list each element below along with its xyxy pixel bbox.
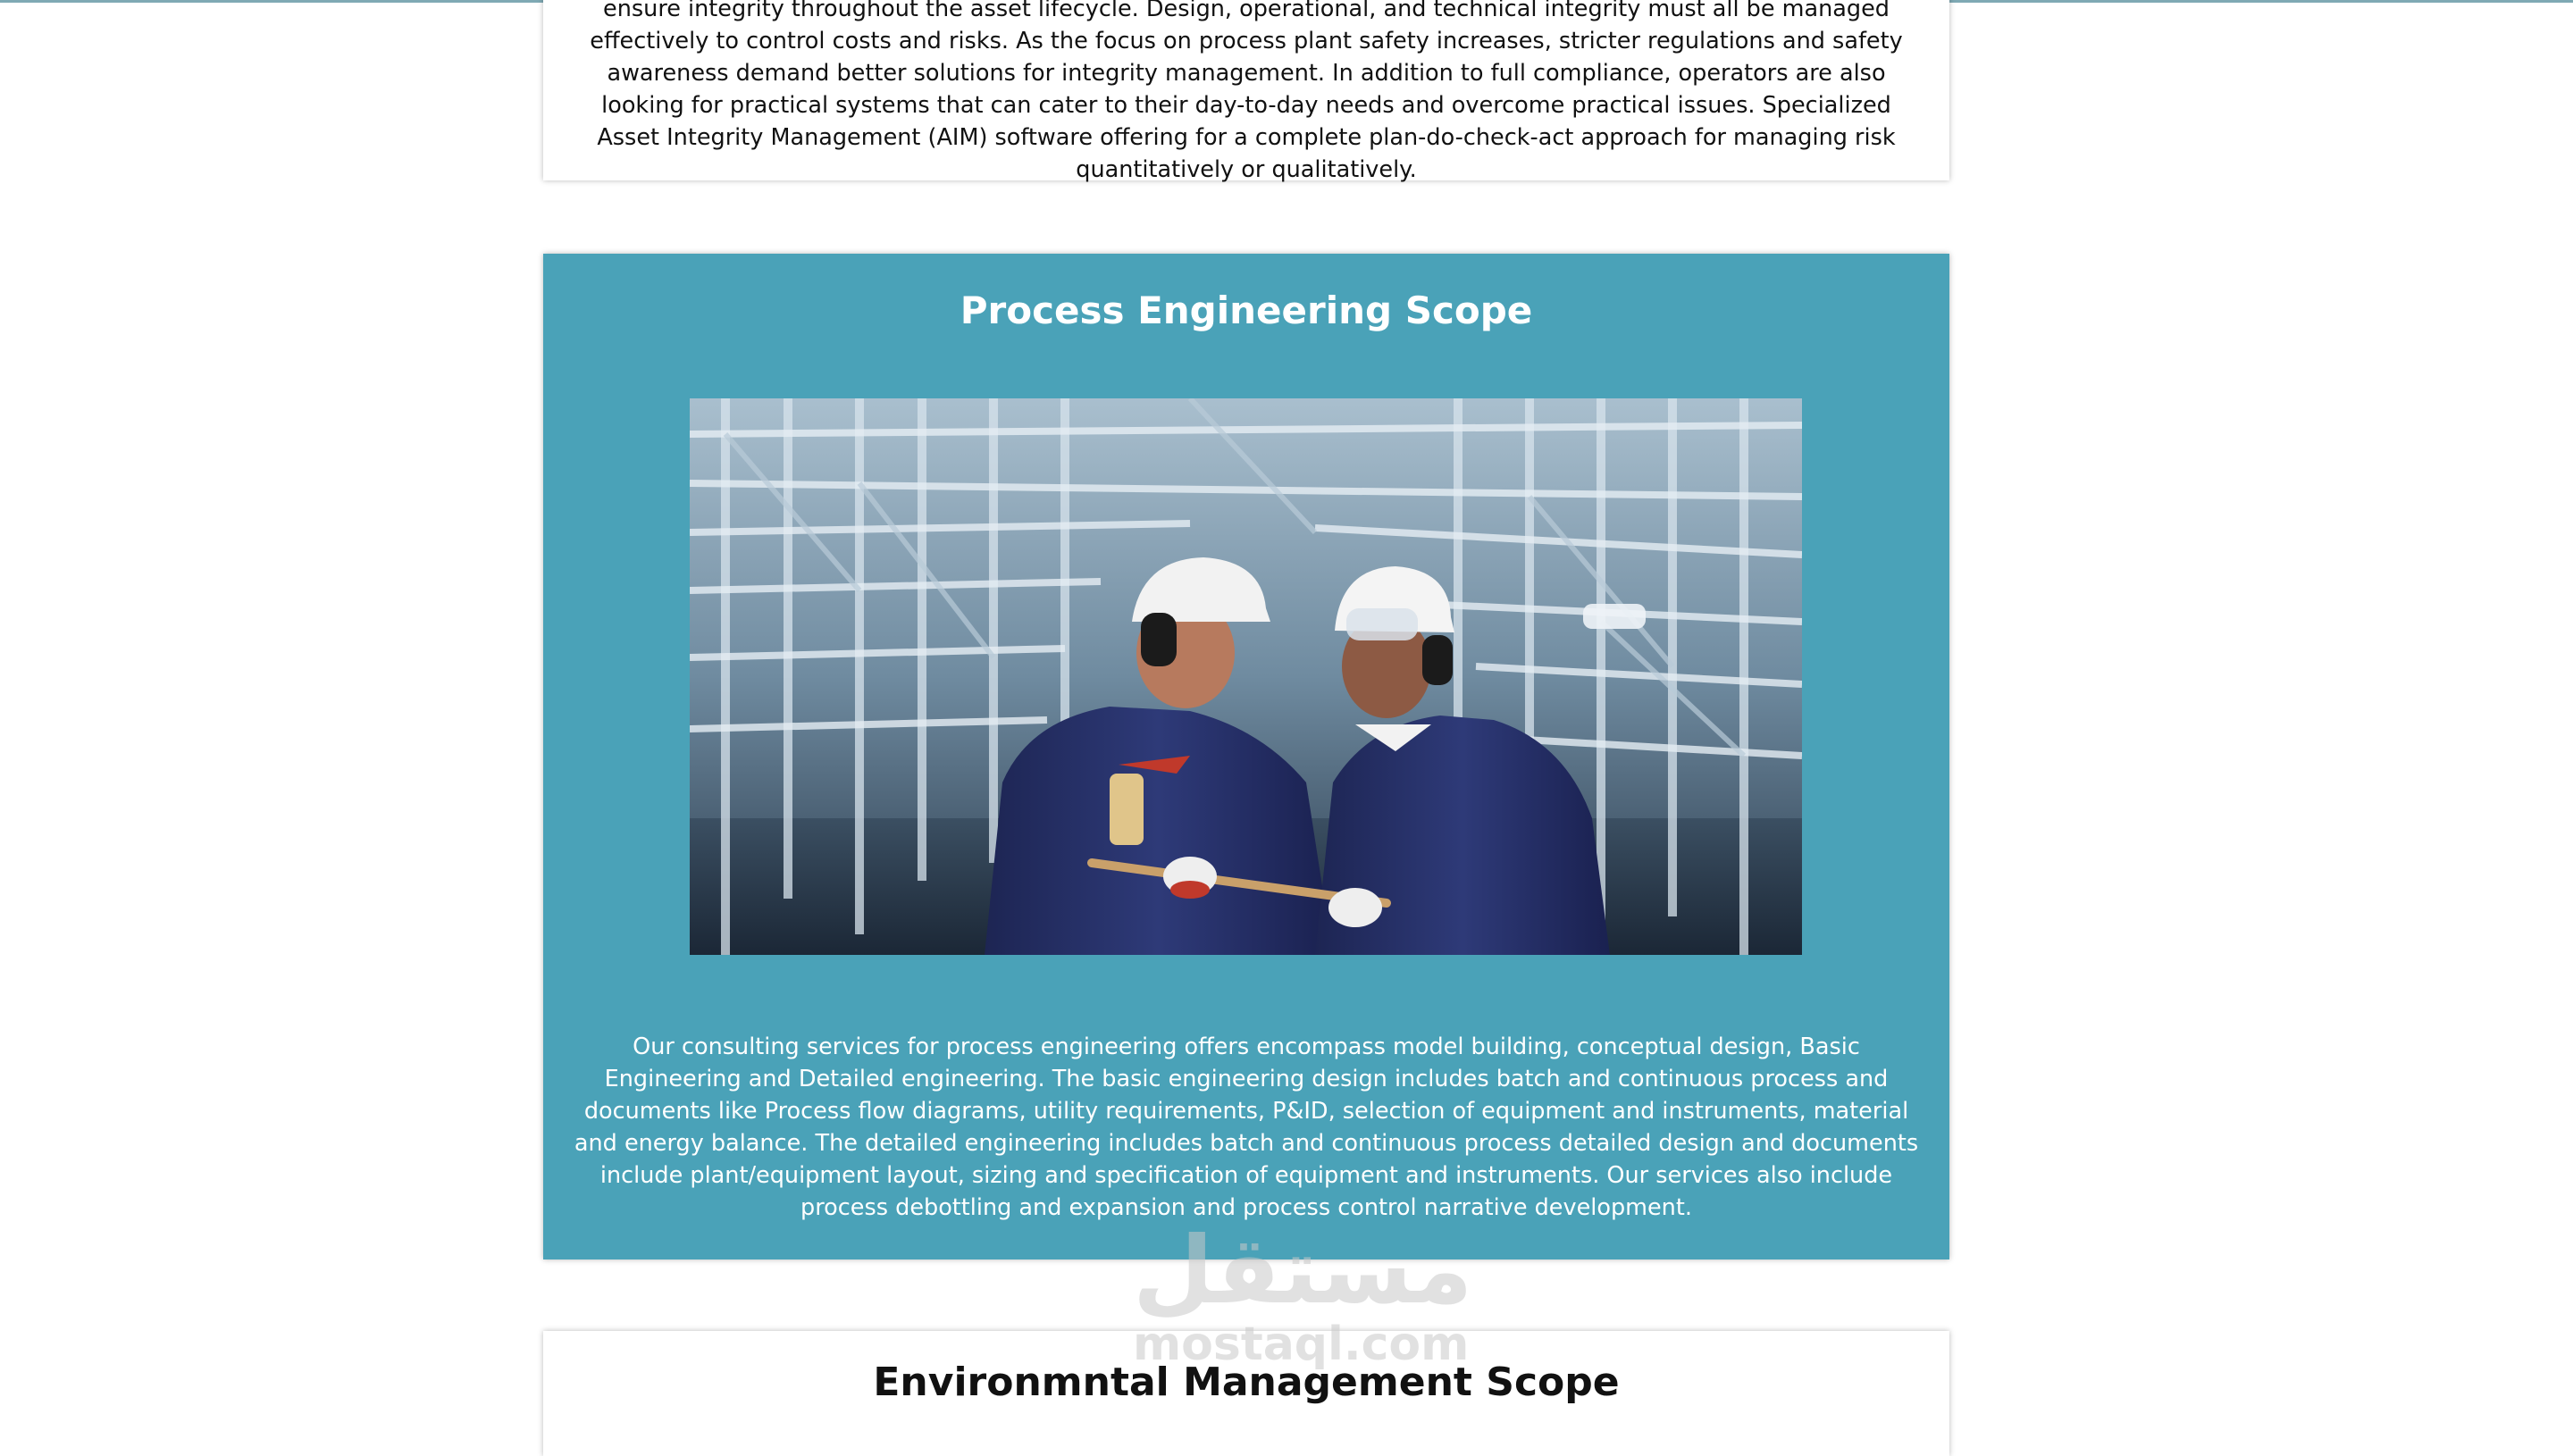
process-plant-engineers-photo [690,398,1802,955]
process-engineering-paragraph: Our consulting services for process engineering offers encompass model building, conceptual design, Basic Engineering and Detailed engineering. The basic engineering design includes batch and continuous process and documents like Process flow diagrams, utility requirements, P&ID, selection of equipment and instruments, material and energy balance. The detailed engineering includes batch and continuous process detailed design and documents include plant/equipment layout, sizing and specification of equipment and instruments. Our services also include process debottling and expansion and process control narrative development. [574,1033,1919,1221]
intro-paragraph: ensure integrity throughout the asset lifecycle. Design, operational, and technical integrity must all be managed effectively to control costs and risks. As the focus on process plant safety increases, stricter regulations and safety awareness demand better solutions for integrity management. In addition to full compliance, operators are also looking for practical systems that can cater to their day-to-day needs and overcome practical issues. Specialized Asset Integrity Management (AIM) software offering for a complete plan-do-check-act approach for managing risk quantitatively or qualitatively. [590,0,1903,183]
environmental-management-title: Environmntal Management Scope [873,1360,1620,1405]
intro-card [543,0,1949,183]
process-engineering-card [543,254,1949,1259]
process-engineering-title: Process Engineering Scope [960,289,1533,332]
mostaql-watermark [1133,1216,1473,1373]
watermark-latin: mostaql.com [1133,1318,1470,1371]
watermark-arabic: مستقل [1133,1216,1473,1325]
